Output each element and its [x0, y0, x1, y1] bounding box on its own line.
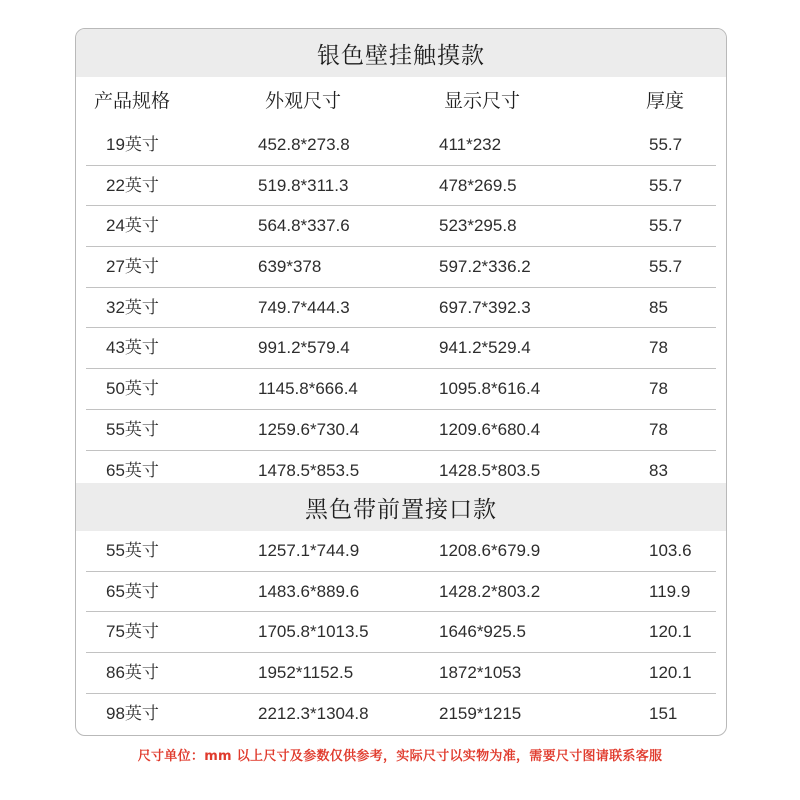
cell-spec: 19英寸 [106, 135, 159, 154]
table-row [86, 410, 716, 451]
cell-spec: 32英寸 [106, 297, 159, 317]
cell-thickness: 55.7 [649, 216, 683, 236]
header-outer-size: 外观尺寸 [265, 90, 342, 112]
table-row [86, 653, 716, 694]
cell-thickness: 120.1 [649, 663, 692, 683]
column-headers [76, 77, 726, 125]
cell-spec: 98英寸 [106, 703, 159, 723]
cell-outer-size: 519.8*311.3 [258, 175, 349, 195]
cell-spec: 65英寸 [106, 581, 159, 601]
table-row [86, 125, 716, 166]
cell-outer-size: 1145.8*666.4 [258, 379, 358, 399]
cell-display-size: 597.2*336.2 [439, 257, 531, 277]
cell-spec: 55英寸 [106, 419, 159, 439]
cell-thickness: 151 [649, 703, 678, 723]
cell-outer-size: 564.8*337.6 [258, 216, 350, 236]
cell-outer-size: 1483.6*889.6 [258, 581, 360, 601]
cell-thickness: 85 [649, 297, 668, 317]
cell-thickness: 78 [649, 379, 668, 399]
cell-display-size: 411*232 [439, 135, 502, 154]
cell-thickness: 55.7 [649, 257, 683, 277]
table-row [86, 369, 716, 410]
cell-outer-size: 1705.8*1013.5 [258, 622, 369, 642]
cell-thickness: 55.7 [649, 175, 683, 195]
table-row [86, 328, 716, 369]
cell-spec: 43英寸 [106, 338, 159, 358]
cell-display-size: 1095.8*616.4 [439, 379, 541, 399]
cell-spec: 24英寸 [106, 216, 159, 236]
cell-display-size: 1872*1053 [439, 663, 522, 683]
cell-thickness: 103.6 [649, 541, 692, 560]
cell-display-size: 1646*925.5 [439, 622, 526, 642]
cell-spec: 75英寸 [106, 622, 159, 642]
cell-spec: 27英寸 [106, 257, 159, 277]
cell-spec: 86英寸 [106, 663, 159, 683]
cell-display-size: 1208.6*679.9 [439, 541, 541, 560]
cell-outer-size: 1257.1*744.9 [258, 541, 360, 560]
cell-outer-size: 1259.6*730.4 [258, 419, 360, 439]
table-row [86, 288, 716, 329]
cell-display-size: 697.7*392.3 [439, 297, 531, 317]
silver-rows [76, 125, 726, 491]
cell-thickness: 55.7 [649, 135, 683, 154]
cell-display-size: 1428.2*803.2 [439, 581, 541, 601]
section-title-black: 黑色带前置接口款 [76, 483, 726, 531]
cell-thickness: 78 [649, 419, 668, 439]
cell-display-size: 941.2*529.4 [439, 338, 531, 358]
table-row [86, 612, 716, 653]
cell-outer-size: 2212.3*1304.8 [258, 703, 369, 723]
cell-thickness: 119.9 [649, 581, 691, 601]
table-row [86, 694, 716, 735]
table-row [86, 247, 716, 288]
cell-spec: 65英寸 [106, 460, 159, 480]
cell-outer-size: 452.8*273.8 [258, 135, 350, 154]
spec-table-card [75, 28, 727, 736]
cell-spec: 22英寸 [106, 175, 159, 195]
cell-thickness: 78 [649, 338, 668, 358]
header-spec: 产品规格 [94, 90, 171, 112]
cell-display-size: 523*295.8 [439, 216, 517, 236]
cell-display-size: 1209.6*680.4 [439, 419, 541, 439]
cell-spec: 55英寸 [106, 541, 159, 560]
black-rows [76, 531, 726, 734]
cell-spec: 50英寸 [106, 379, 159, 399]
header-thickness: 厚度 [646, 90, 685, 112]
cell-outer-size: 991.2*579.4 [258, 338, 350, 358]
cell-display-size: 1428.5*803.5 [439, 460, 541, 480]
table-row [86, 206, 716, 247]
header-display-size: 显示尺寸 [444, 90, 521, 112]
cell-outer-size: 749.7*444.3 [258, 297, 350, 317]
cell-display-size: 478*269.5 [439, 175, 517, 195]
cell-display-size: 2159*1215 [439, 703, 522, 723]
cell-outer-size: 1478.5*853.5 [258, 460, 360, 480]
cell-outer-size: 639*378 [258, 257, 322, 277]
cell-outer-size: 1952*1152.5 [258, 663, 354, 683]
cell-thickness: 120.1 [649, 622, 692, 642]
cell-thickness: 83 [649, 460, 668, 480]
table-row [86, 531, 716, 572]
section-title-silver: 银色壁挂触摸款 [76, 29, 726, 77]
unit-footnote: 尺寸单位：mm 以上尺寸及参数仅供参考，实际尺寸以实物为准，需要尺寸图请联系客服 [137, 749, 663, 764]
table-row [86, 166, 716, 207]
table-row [86, 572, 716, 613]
